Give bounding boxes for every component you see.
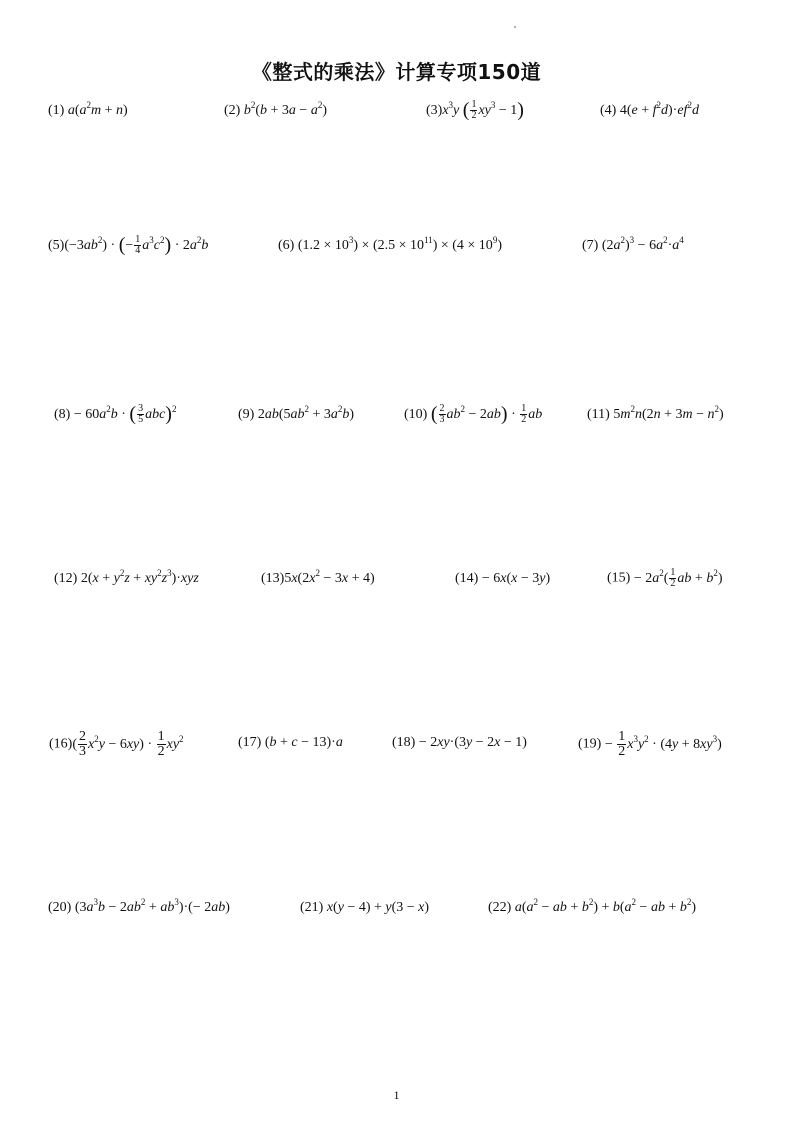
problem-13 <box>261 569 375 589</box>
problem-21 <box>300 898 429 918</box>
problem-3 <box>426 100 524 121</box>
problem-expression: (b + c − 13)·a <box>264 735 343 750</box>
problem-9 <box>238 405 354 425</box>
problem-label: (18) <box>392 735 416 750</box>
stray-dot <box>514 26 516 28</box>
problem-label: (7) <box>582 238 599 253</box>
problem-17 <box>238 733 343 753</box>
problem-expression: ( $\frac{2}{3}$ $x^2y - 6xy$) · $\frac{1}{2}$ $xy^2$ <box>72 729 184 759</box>
problem-expression: $2ab(5ab^2 + 3a^2b)$ <box>257 404 355 422</box>
problem-label: (21) <box>300 900 324 915</box>
problem-expression: $(-3ab^2)$ · (− $\frac{1}{4}$ $a^3c^2) \cdot 2a^2b$ <box>64 234 209 257</box>
problem-expression: ( $\frac{2}{3}$ $ab^2 - 2ab$) · $\frac{1}{2}$ ab <box>430 403 543 426</box>
problem-22 <box>488 898 696 918</box>
problem-expression: $5x(2x^2 - 3x + 4)$ <box>284 568 375 586</box>
problem-label: (1) <box>48 103 65 118</box>
problem-label: (12) <box>54 571 78 586</box>
problem-label: (16) <box>49 736 73 752</box>
problem-expression: − 6x(x − 3y) <box>481 571 551 586</box>
problem-expression: $a(a^2m + n)$ <box>67 100 128 118</box>
problem-14 <box>455 569 550 589</box>
problem-expression: x(y − 4) + y(3 − x) <box>326 900 430 915</box>
problem-11 <box>587 405 724 425</box>
problem-expression: $x^3y$ ( $\frac{1}{2}$ $xy^3 - 1$) <box>442 99 524 122</box>
problem-expression: $b^2(b + 3a - a^2)$ <box>243 100 327 118</box>
problem-expression: $2(x + y^2z + xy^2z^3)\cdot xyz$ <box>80 568 199 586</box>
problem-expression: − $2a^2$( $\frac{1}{2}$ ab + $b^2$) <box>633 567 723 589</box>
problem-label: (5) <box>48 238 65 253</box>
problem-label: (11) <box>587 407 610 422</box>
problem-label: (19) <box>578 736 602 752</box>
problem-expression: − 2xy·(3y − 2x − 1) <box>418 735 527 750</box>
problem-expression: $5m^2n(2n + 3m - n^2)$ <box>613 404 724 422</box>
problem-16 <box>49 730 184 759</box>
problem-10 <box>404 404 542 425</box>
problem-expression: − $60a^2b$ · ( $\frac{3}{5}$ abc)$^2$ <box>73 403 177 426</box>
problem-expression: $a(a^2$ − ab + $b^2) + b(a^2$ − ab + $b^2$) <box>514 897 697 915</box>
problem-expression: $(3a^3b - 2ab^2 + ab^3)\cdot(- 2ab)$ <box>74 897 230 915</box>
problem-20 <box>48 898 230 918</box>
problem-expression: $(1.2 \times 10^3) \times (2.5 \times 10^{11}) \times (4 \times 10^9)$ <box>297 235 502 253</box>
page-title: 《整式的乘法》计算专项150道 <box>251 60 542 84</box>
problem-label: (22) <box>488 900 512 915</box>
problem-15 <box>607 568 722 589</box>
problem-19 <box>578 730 722 759</box>
problem-12 <box>54 569 199 589</box>
problem-label: (6) <box>278 238 295 253</box>
problem-5 <box>48 235 208 256</box>
problem-label: (4) <box>600 103 617 118</box>
problem-label: (8) <box>54 407 71 422</box>
problem-label: (14) <box>455 571 479 586</box>
problem-18 <box>392 733 527 753</box>
problem-2 <box>224 101 327 121</box>
problem-4 <box>600 101 699 121</box>
page-number: 1 <box>393 1088 400 1102</box>
problem-label: (9) <box>238 407 255 422</box>
problem-label: (13) <box>261 571 285 586</box>
problem-label: (17) <box>238 735 262 750</box>
problem-7 <box>582 236 684 256</box>
problem-label: (20) <box>48 900 72 915</box>
problem-1 <box>48 101 128 121</box>
problem-6 <box>278 236 502 256</box>
problem-label: (15) <box>607 570 631 586</box>
problem-label: (3) <box>426 103 443 118</box>
problem-expression: − $\frac{1}{2}$ $x^3y^2 \cdot (4y + 8xy^3)$ <box>604 729 722 759</box>
problem-label: (10) <box>404 407 428 422</box>
problem-expression: $(2a^2)^3 - 6a^2\cdot a^4$ <box>601 235 684 253</box>
problem-label: (2) <box>224 103 241 118</box>
problem-8 <box>54 404 176 425</box>
problem-expression: $4(e + f^2d)\cdot ef^2d$ <box>619 100 699 118</box>
